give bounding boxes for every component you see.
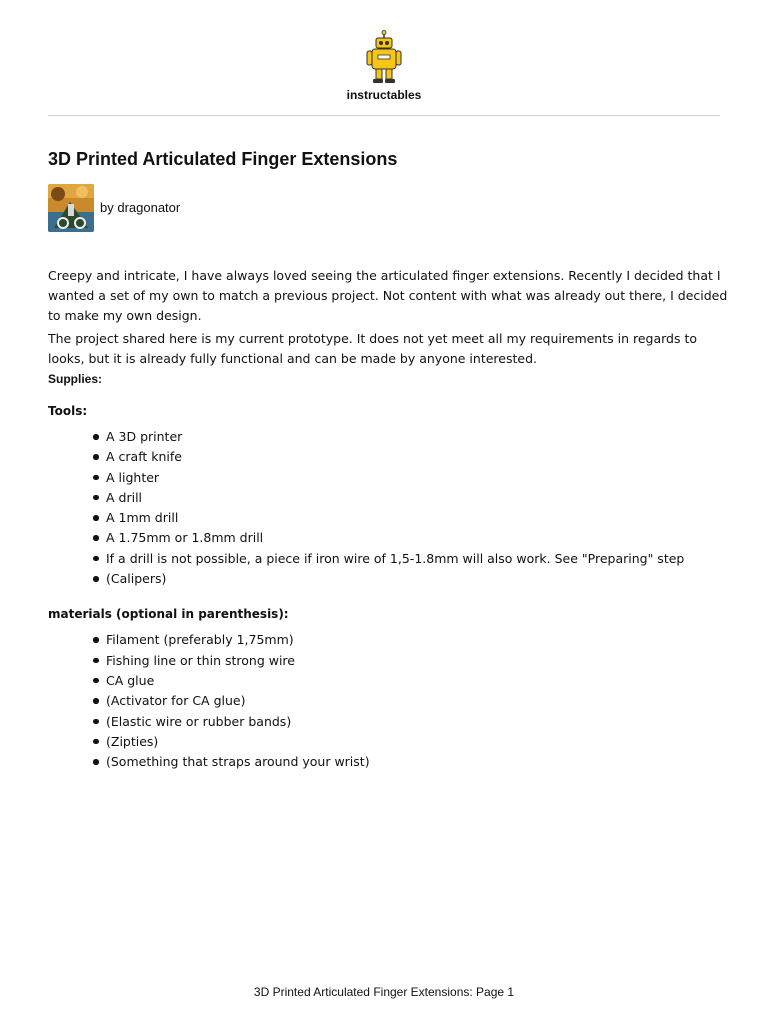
materials-heading: materials (optional in parenthesis): [48, 607, 289, 622]
tools-list [48, 427, 728, 589]
list-item: A 1mm drill [106, 508, 728, 528]
list-item: A drill [106, 488, 728, 508]
list-item: (Elastic wire or rubber bands) [106, 712, 728, 732]
site-header [0, 30, 768, 102]
list-item: Fishing line or thin strong wire [106, 651, 728, 671]
list-item: (Activator for CA glue) [106, 691, 728, 711]
list-item: A 3D printer [106, 427, 728, 447]
list-item: (Calipers) [106, 569, 728, 589]
brand-name[interactable]: instructables [346, 88, 422, 102]
list-item: CA glue [106, 671, 728, 691]
author-byline[interactable]: by dragonator [100, 200, 181, 215]
list-item: A 1.75mm or 1.8mm drill [106, 528, 728, 548]
list-item: (Something that straps around your wrist) [106, 752, 728, 772]
list-item: A lighter [106, 468, 728, 488]
header-divider [48, 115, 720, 116]
materials-list [48, 630, 728, 772]
page-title: 3D Printed Articulated Finger Extensions [48, 149, 398, 169]
prototype-paragraph: The project shared here is my current prototype. It does not yet meet all my requirements in regards to looks, but it is already fully functional and can be made by anyone interested. [48, 331, 698, 366]
page-footer: 3D Printed Articulated Finger Extensions: Page 1 [253, 985, 515, 999]
list-item: Filament (preferably 1,75mm) [106, 630, 728, 650]
instructables-robot-logo[interactable] [364, 30, 404, 86]
list-item: A craft knife [106, 447, 728, 467]
list-item: If a drill is not possible, a piece if iron wire of 1,5-1.8mm will also work. See "Preparing" step [106, 549, 728, 569]
intro-paragraph: Creepy and intricate, I have always loved seeing the articulated finger extensions. Recently I decided that I wanted a set of my own to match a previous project. Not content with what was already out there, I decided to make my own design. [48, 268, 728, 323]
tools-heading: Tools: [48, 404, 88, 418]
author-avatar[interactable] [48, 184, 94, 232]
article-body [48, 266, 728, 772]
list-item: (Zipties) [106, 732, 728, 752]
supplies-label: Supplies: [48, 372, 103, 386]
